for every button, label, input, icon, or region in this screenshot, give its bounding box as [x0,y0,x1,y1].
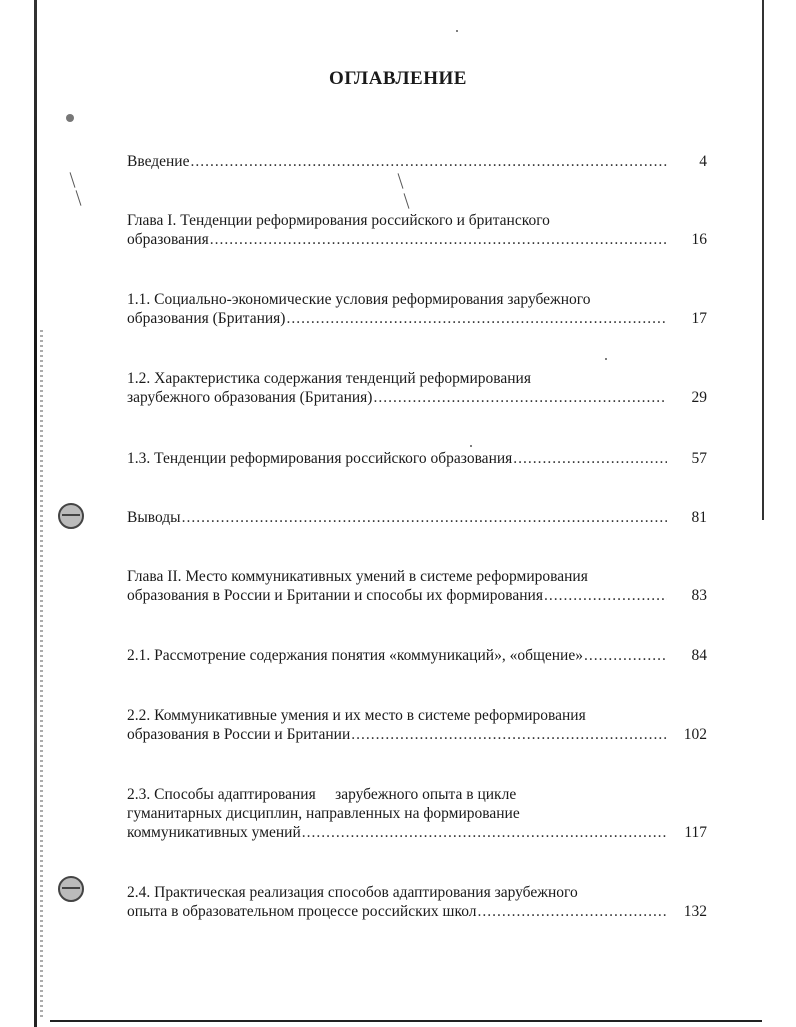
toc-entry-text: 1.3. Тенденции реформирования российского образования [127,450,513,467]
toc-leader-dots [513,449,667,468]
scan-edge-bottom [50,1020,762,1022]
toc-page-number: 83 [691,587,707,604]
punch-hole-icon [58,503,84,529]
toc-entry[interactable] [127,508,707,527]
punch-hole-icon [58,876,84,902]
toc-entry[interactable] [127,449,707,468]
toc-entry-text: 1.2. Характеристика содержания тенденций реформирования [127,370,531,387]
toc-entry-text: образования в России и Британии [127,726,351,743]
toc-page-number: 29 [691,389,707,406]
toc-entry-text: 1.1. Социально-экономические условия реформирования зарубежного [127,291,591,308]
toc-leader-dots [210,230,667,249]
scan-scratch [70,172,76,188]
toc-leader-dots [182,508,667,527]
toc-leader-dots [373,388,667,407]
scan-edge-left [34,0,37,1027]
toc-entry-text: 2.1. Рассмотрение содержания понятия «коммуникаций», «общение» [127,647,583,664]
toc-entry-text: гуманитарных дисциплин, направленных на формирование [127,805,520,822]
toc-entry-text: образования [127,231,209,248]
toc-entry[interactable] [127,290,707,328]
toc-entry-text: 2.4. Практическая реализация способов адаптирования зарубежного [127,884,578,901]
toc-page-number: 16 [691,231,707,248]
scan-edge-left-noise [40,330,43,1020]
toc-page-number: 81 [691,509,707,526]
toc-leader-dots [477,902,667,921]
toc-leader-dots [286,309,667,328]
toc-entry-text: Глава II. Место коммуникативных умений в системе реформирования [127,568,588,585]
toc-entry[interactable] [127,369,707,407]
toc-leader-dots [544,586,667,605]
toc-entry-text: 2.2. Коммуникативные умения и их место в системе реформирования [127,707,586,724]
toc-page-number: 84 [691,647,707,664]
toc-entry-text: образования в России и Британии и способы их формирования [127,587,543,604]
toc-entry[interactable] [127,785,707,842]
toc-entry-text: опыта в образовательном процессе российских школ [127,903,477,920]
scan-scratch [404,193,410,209]
scan-speck [66,114,74,122]
toc-entry-text: коммуникативных умений [127,824,301,841]
toc-leader-dots [584,646,667,665]
toc-entry[interactable] [127,152,707,171]
toc-leader-dots [190,152,667,171]
toc-entry-text: Выводы [127,509,181,526]
toc-entry[interactable] [127,646,707,665]
page-title: ОГЛАВЛЕНИЕ [329,68,467,89]
toc-entry[interactable] [127,567,707,605]
scan-speck [456,30,458,32]
toc-entry[interactable] [127,706,707,744]
toc-entry-text: Глава I. Тенденции реформирования российского и британского [127,212,550,229]
scan-speck [605,358,607,360]
scan-scratch [76,190,82,206]
toc-page-number: 132 [683,903,707,920]
toc-entry[interactable] [127,883,707,921]
toc-page-number: 17 [691,310,707,327]
scan-scratch [398,173,404,189]
toc-entry-text: 2.3. Способы адаптирования зарубежного опыта в цикле [127,786,517,803]
toc-entry-text: зарубежного образования (Британия) [127,389,373,406]
toc-page-number: 57 [691,450,707,467]
toc-leader-dots [302,823,667,842]
toc-leader-dots [351,725,667,744]
toc-entry-text: образования (Британия) [127,310,286,327]
scan-speck [470,445,472,447]
toc-page-number: 4 [699,153,707,170]
toc-entry[interactable] [127,211,707,249]
toc-page-number: 102 [683,726,707,743]
toc-entry-text: Введение [127,153,190,170]
toc-page-number: 117 [684,824,707,841]
